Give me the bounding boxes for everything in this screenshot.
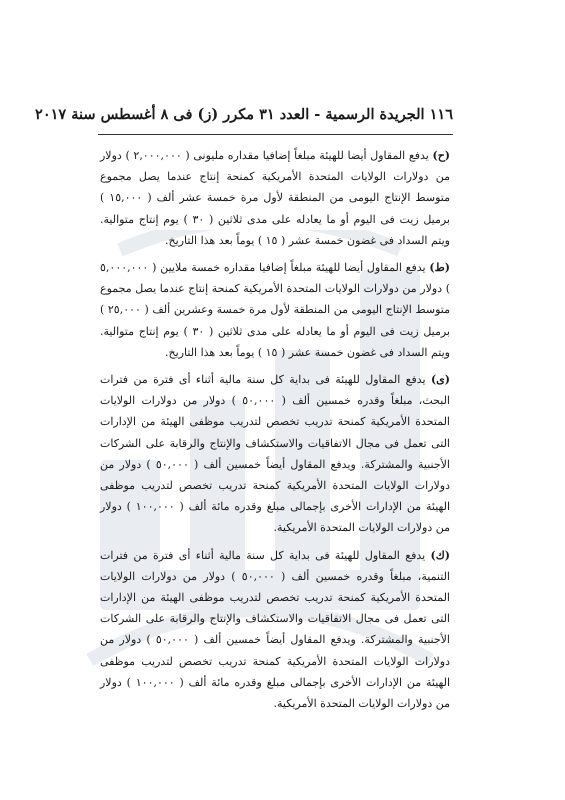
paragraph-t bbox=[100, 257, 450, 363]
paragraph-text: يدفع المقاول للهيئة فى بداية كل سنة مالية أثناء أى فترة من فترات البحث، مبلغاً وقدره خمسين ألف ( ٥٠,٠٠٠ ) دولار من دولارات الولايات المتحدة الأمريكية كمنحة تدريب تخصص لتدريب موظفى الهيئة من الإدارات التى تعمل فى مجال الاتفاقيات والاستكشاف والإنتاج والرقابة على الشركات الأجنبية والمشتركة. ويدفع المقاول أيضاً خمسين ألف ( ٥٠,٠٠٠ ) دولار من دولارات الولايات المتحدة الأمريكية كمنحة تدريب تخصص لتدريب موظفى الهيئة من الإدارات الأخرى بإجمالى مبلغ وقدره مائة ألف ( ١٠٠,٠٠٠ ) دولار من دولارات الولايات المتحدة الأمريكية. bbox=[100, 373, 450, 535]
page-header: ١١٦ الجريدة الرسمية - العدد ٣١ مكرر (ز) فى ٨ أغسطس سنة ٢٠١٧ bbox=[35, 106, 453, 123]
paragraph-text: يدفع المقاول للهيئة فى بداية كل سنة مالية أثناء أى فترة من فترات التنمية، مبلغاً وقدره خمسين ألف ( ٥٠,٠٠٠ ) دولار من دولارات الولايات المتحدة الأمريكية كمنحة تدريب تخصص لتدريب موظفى الهيئة من الإدارات التى تعمل فى مجال الاتفاقيات والاستكشاف والإنتاج والرقابة على الشركات الأجنبية والمشتركة. ويدفع المقاول أيضاً خمسين ألف ( ٥٠,٠٠٠ ) دولار من دولارات الولايات المتحدة الأمريكية كمنحة تدريب تخصص لتدريب موظفى الهيئة من الإدارات الأخرى بإجمالى مبلغ وقدره مائة ألف ( ١٠٠,٠٠٠ ) دولار من دولارات الولايات المتحدة الأمريكية. bbox=[100, 548, 450, 711]
document-body bbox=[100, 145, 450, 720]
header-divider bbox=[98, 134, 453, 135]
paragraph-h bbox=[100, 145, 450, 251]
paragraph-label: (ط) bbox=[429, 261, 450, 275]
paragraph-text: يدفع المقاول أيضا للهيئة مبلغاً إضافيا مقداره مليونى ( ٢,٠٠٠,٠٠٠ ) دولار من دولارات الولايات المتحدة الأمريكية كمنحة إنتاج عندما يصل مجموع متوسط الإنتاج اليومى من المنطقة لأول مرة خمسة عشر ألف ( ١٥,٠٠٠ ) برميل زيت فى اليوم أو ما يعادله على مدى ثلاثين ( ٣٠ ) يوم إنتاج متوالية. ويتم السداد فى غضون خمسة عشر ( ١٥ ) يوماً بعد هذا التاريخ. bbox=[100, 149, 450, 247]
paragraph-label: (ك) bbox=[430, 548, 451, 562]
paragraph-y bbox=[100, 369, 450, 539]
paragraph-k bbox=[100, 545, 450, 715]
paragraph-text: يدفع المقاول أيضا للهيئة مبلغاً إضافيا مقداره خمسة ملايين ( ٥,٠٠٠,٠٠٠ ) دولار من دولارات الولايات المتحدة الأمريكية كمنحة إنتاج عندما يصل مجموع متوسط الإنتاج اليومى من المنطقة لأول مرة خمسة وعشرين ألف ( ٢٥,٠٠٠ ) برميل زيت فى اليوم أو ما يعادله على مدى ثلاثين ( ٣٠ ) يوم إنتاج متوالية. ويتم السداد فى غضون خمسة عشر ( ١٥ ) يوماً بعد هذا التاريخ. bbox=[100, 261, 450, 359]
paragraph-label: (ح) bbox=[432, 149, 450, 162]
paragraph-label: (ى) bbox=[430, 373, 450, 387]
